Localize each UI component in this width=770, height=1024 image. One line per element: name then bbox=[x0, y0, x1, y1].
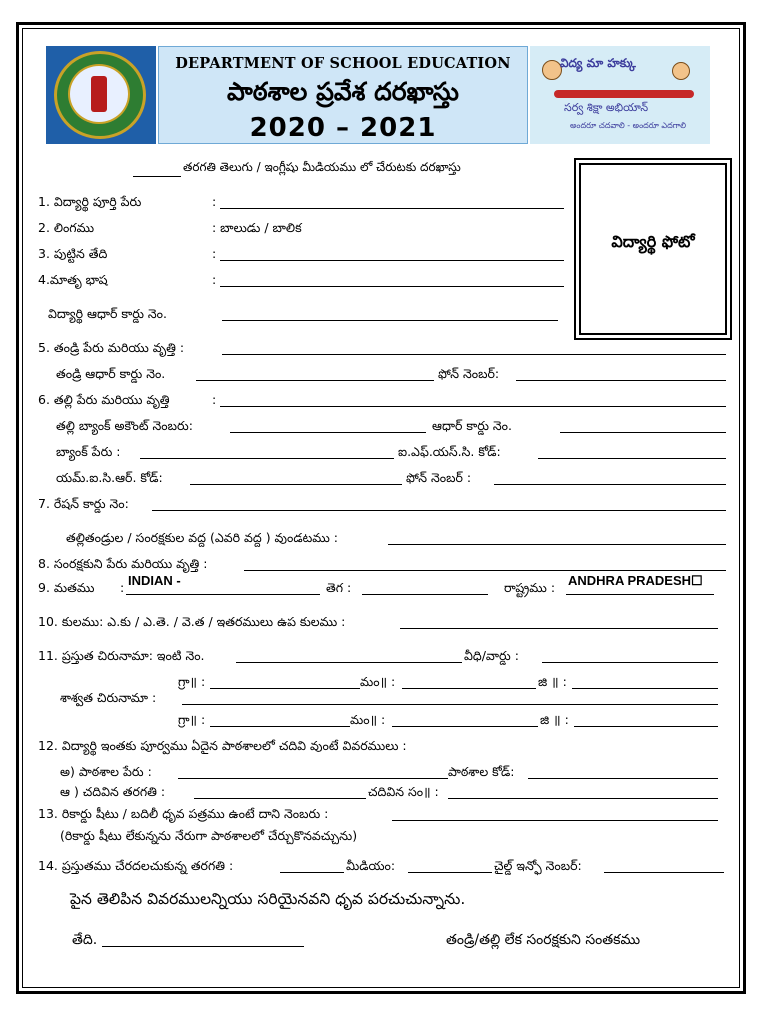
title-box bbox=[158, 46, 528, 144]
date-label: తేది. bbox=[72, 932, 98, 948]
mother-aadhaar-field[interactable] bbox=[560, 432, 726, 433]
department-title: DEPARTMENT OF SCHOOL EDUCATION bbox=[175, 55, 511, 72]
ifsc-field[interactable] bbox=[538, 458, 726, 459]
father-aadhaar-label: తండ్రి ఆధార్ కార్డు నెం. bbox=[56, 366, 166, 381]
form-subtitle: తరగతి తెలుగు / ఇంగ్లీషు మీడియము లో చేరుటకు దరఖాస్తు bbox=[133, 160, 461, 177]
gender-options[interactable]: : బాలుడు / బాలిక bbox=[212, 220, 302, 235]
logo-slogan: విద్య మా హక్కు bbox=[560, 56, 636, 70]
guardian-stay-field[interactable] bbox=[388, 544, 726, 545]
mother-name-field[interactable] bbox=[220, 406, 726, 407]
gender-label: 2. లింగము bbox=[38, 220, 95, 235]
class-studied-field[interactable] bbox=[194, 798, 366, 799]
record-sheet-label: 13. రికార్డు షీటు / బదిలీ ధృవ పత్రము ఉంటే దాని నెంబరు : bbox=[38, 806, 329, 821]
mother-phone-label: ఫోన్ నెంబర్ : bbox=[406, 470, 472, 485]
street-field[interactable] bbox=[542, 662, 718, 663]
father-name-field[interactable] bbox=[222, 354, 726, 355]
religion-label: 9. మతము bbox=[38, 580, 95, 595]
colon: : bbox=[212, 392, 217, 407]
street-label: వీధి/వార్డు : bbox=[464, 648, 519, 663]
student-aadhaar-field[interactable] bbox=[222, 320, 558, 321]
student-photo-box bbox=[574, 158, 732, 340]
ration-card-label: 7. రేషన్ కార్డు నెం: bbox=[38, 496, 129, 511]
ration-card-field[interactable] bbox=[152, 510, 726, 511]
previous-school-label: 12. విద్యార్థి ఇంతకు పూర్వము ఏదైన పాఠశాలలో చదివి వుంటే వివరములు : bbox=[38, 738, 407, 753]
medium-field[interactable] bbox=[408, 872, 492, 873]
caste-group-field[interactable] bbox=[362, 594, 488, 595]
mandal-label: మం॥ : bbox=[360, 674, 396, 689]
logo-tagline: అందరూ చదవాలి - అందరూ ఎదగాలి bbox=[570, 121, 686, 130]
dob-field[interactable] bbox=[220, 260, 564, 261]
mother-name-label: 6. తల్లి పేరు మరియు వృత్తి bbox=[38, 392, 170, 407]
village-label: గ్రా॥ : bbox=[178, 712, 206, 727]
permanent-address-field[interactable] bbox=[182, 704, 718, 705]
village-field[interactable] bbox=[210, 726, 350, 727]
school-name-label: అ) పాఠశాల పేరు : bbox=[60, 764, 152, 779]
ifsc-label: ఐ.ఎఫ్.యస్.సి. కోడ్: bbox=[398, 444, 501, 459]
class-studied-label: ఆ ) చదివిన తరగతి : bbox=[60, 784, 166, 799]
colon: : bbox=[212, 272, 217, 287]
guardian-name-label: 8. సంరక్షకుని పేరు మరియు వృత్తి : bbox=[38, 556, 208, 571]
father-aadhaar-field[interactable] bbox=[196, 380, 434, 381]
declaration: పైన తెలిపిన వివరములన్నియు సరియైనవని ధృవ పరచుచున్నాను. bbox=[70, 890, 466, 908]
signature-label: తండ్రి/తల్లి లేక సంరక్షకుని సంతకము bbox=[446, 932, 641, 948]
child-icon bbox=[542, 60, 562, 80]
mother-bank-account-label: తల్లి బ్యాంక్ అకౌంట్ నెంబరు: bbox=[56, 418, 193, 433]
district-label: జి ॥ : bbox=[538, 674, 567, 689]
mandal-field[interactable] bbox=[392, 726, 538, 727]
father-phone-field[interactable] bbox=[516, 380, 726, 381]
dob-label: 3. పుట్టిన తేది bbox=[38, 246, 108, 261]
state-label: రాష్ట్రము : bbox=[504, 580, 556, 595]
year-studied-label: చదివిన సం॥ : bbox=[368, 784, 439, 799]
state-field[interactable] bbox=[566, 594, 714, 595]
district-label: జి ॥ : bbox=[540, 712, 569, 727]
micr-label: యమ్.ఐ.సి.ఆర్. కోడ్: bbox=[56, 470, 163, 485]
caste-group-label: తెగ : bbox=[326, 580, 352, 595]
school-name-field[interactable] bbox=[178, 778, 448, 779]
mother-phone-field[interactable] bbox=[494, 484, 726, 485]
form-header bbox=[46, 46, 710, 144]
colon: : bbox=[212, 246, 217, 261]
mandal-label: మం॥ : bbox=[350, 712, 386, 727]
state-value[interactable]: ANDHRA PRADESH☐ bbox=[568, 573, 703, 588]
bank-name-label: బ్యాంక్ పేరు : bbox=[56, 444, 121, 459]
year-studied-field[interactable] bbox=[448, 798, 718, 799]
sub-caste-field[interactable] bbox=[400, 628, 718, 629]
district-field[interactable] bbox=[572, 688, 718, 689]
religion-field[interactable] bbox=[126, 594, 320, 595]
class-to-join-label: 14. ప్రస్తుతము చేరదలచుకున్న తరగతి : bbox=[38, 858, 234, 873]
village-label: గ్రా॥ : bbox=[178, 674, 206, 689]
religion-value[interactable]: INDIAN - bbox=[128, 573, 181, 588]
mother-bank-account-field[interactable] bbox=[230, 432, 426, 433]
mother-aadhaar-label: ఆధార్ కార్డు నెం. bbox=[432, 418, 512, 433]
mother-tongue-field[interactable] bbox=[220, 286, 564, 287]
student-name-label: 1. విద్యార్థి పూర్తి పేరు bbox=[38, 194, 142, 209]
colon: : bbox=[120, 580, 125, 595]
caste-label: 10. కులము: ఎ.కు / ఎ.తె. / వె.త / ఇతరములు ఉప కులము : bbox=[38, 614, 346, 629]
child-info-field[interactable] bbox=[604, 872, 724, 873]
class-to-join-field[interactable] bbox=[280, 872, 344, 873]
bank-name-field[interactable] bbox=[140, 458, 394, 459]
date-field[interactable] bbox=[102, 946, 304, 947]
mandal-field[interactable] bbox=[402, 688, 536, 689]
form-title: పాఠశాల ప్రవేశ దరఖాస్తు bbox=[227, 77, 459, 106]
student-aadhaar-label: విద్యార్థి ఆధార్ కార్డు నెం. bbox=[48, 306, 167, 321]
guardian-name-field[interactable] bbox=[244, 570, 726, 571]
class-blank[interactable] bbox=[133, 176, 181, 177]
father-phone-label: ఫోన్ నెంబర్: bbox=[438, 366, 500, 381]
academic-year: 2020 – 2021 bbox=[249, 113, 437, 143]
colon: : bbox=[212, 194, 217, 209]
house-number-field[interactable] bbox=[236, 662, 462, 663]
student-name-field[interactable] bbox=[220, 208, 564, 209]
district-field[interactable] bbox=[574, 726, 718, 727]
mother-tongue-label: 4.మాతృ భాష bbox=[38, 272, 108, 287]
father-name-label: 5. తండ్రి పేరు మరియు వృత్తి : bbox=[38, 340, 185, 355]
permanent-address-label: శాశ్వత చిరునామా : bbox=[60, 690, 157, 705]
record-sheet-field[interactable] bbox=[392, 820, 718, 821]
medium-label: మీడియం: bbox=[346, 858, 396, 873]
school-code-field[interactable] bbox=[528, 778, 718, 779]
micr-field[interactable] bbox=[190, 484, 402, 485]
current-address-label: 11. ప్రస్తుత చిరునామా: ఇంటి నెం. bbox=[38, 648, 205, 663]
village-field[interactable] bbox=[210, 688, 360, 689]
photo-label: విద్యార్థి ఫోటో bbox=[611, 232, 695, 251]
ap-emblem-icon bbox=[46, 46, 156, 144]
child-info-label: చైల్డ్ ఇన్ఫో నెంబర్: bbox=[494, 858, 582, 873]
school-code-label: పాఠశాల కోడ్: bbox=[448, 764, 515, 779]
child-icon bbox=[672, 62, 690, 80]
ssa-logo bbox=[530, 46, 710, 144]
record-sheet-note: (రికార్డు షీటు లేకున్నను నేరుగా పాఠశాలలో చేర్చుకొనవచ్చును) bbox=[60, 828, 358, 843]
guardian-stay-label: తల్లితండ్రుల / సంరక్షకుల వద్ద (ఎవరి వద్ద ) వుండటము : bbox=[66, 530, 338, 545]
pencil-icon bbox=[554, 90, 694, 98]
logo-name: సర్వ శిక్షా అభియాన్ bbox=[564, 101, 649, 114]
